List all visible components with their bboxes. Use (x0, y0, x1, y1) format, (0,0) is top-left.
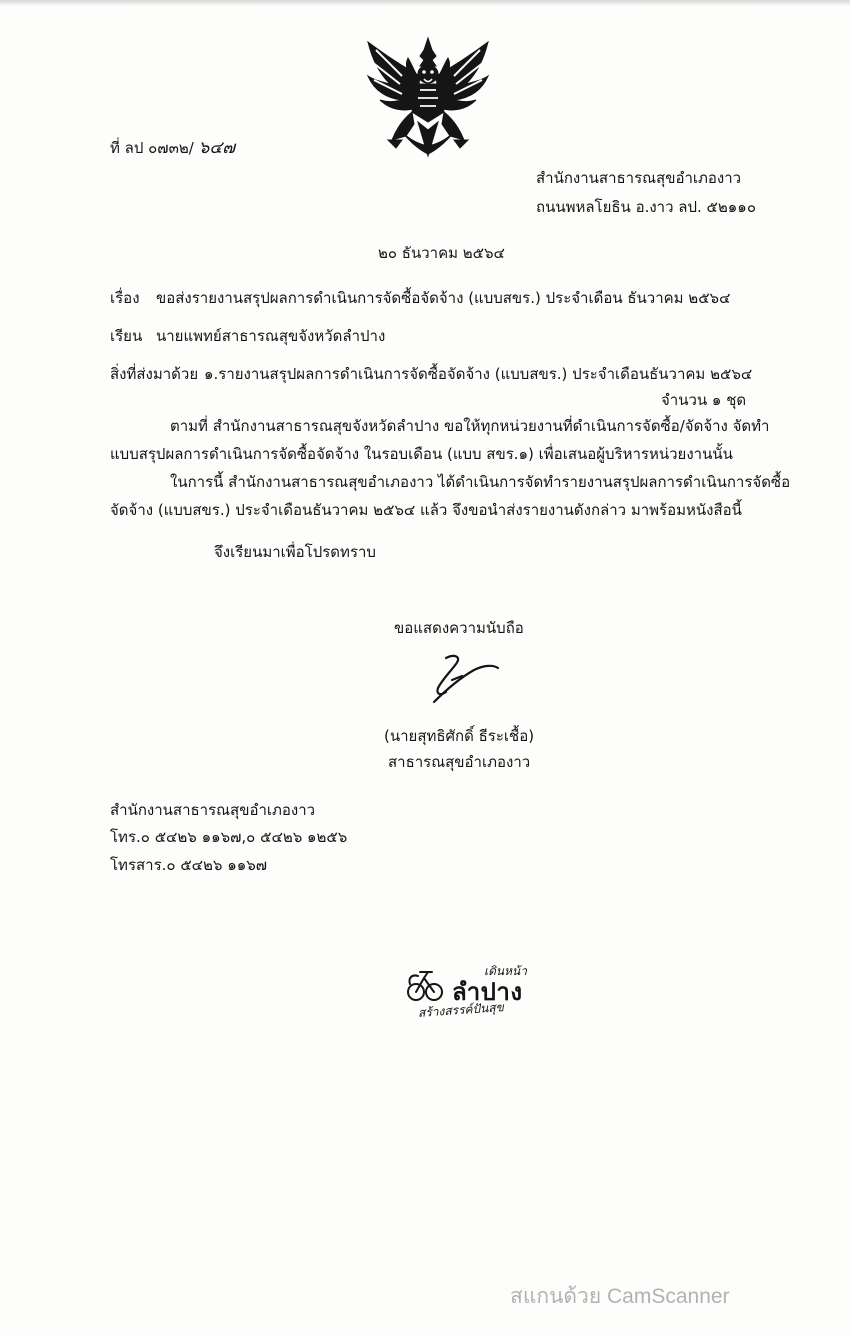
body-line-1: ตามที่ สำนักงานสาธารณสุขจังหวัดลำปาง ขอให้ทุกหน่วยงานที่ดำเนินการจัดซื้อ/จัดจ้าง จัดทำ (170, 417, 770, 435)
camscanner-watermark: สแกนด้วย CamScanner (510, 1285, 730, 1308)
reference-number-printed: ที่ ลป ๐๗๓๒/ (110, 139, 199, 157)
addressee-text: นายแพทย์สาธารณสุขจังหวัดลำปาง (156, 327, 386, 345)
body-line-2: แบบสรุปผลการดำเนินการจัดซื้อจัดจ้าง ในรอบเดือน (แบบ สขร.๑) เพื่อเสนอผู้บริหารหน่วยงานนั้น (110, 445, 733, 463)
closing-request: จึงเรียนมาเพื่อโปรดทราบ (214, 543, 376, 561)
sender-office: สำนักงานสาธารณสุขอำเภองาว (536, 169, 742, 187)
enclosure-label: สิ่งที่ส่งมาด้วย (110, 365, 199, 383)
subject-label: เรื่อง (110, 289, 140, 307)
sender-address: ถนนพหลโยธิน อ.งาว ลป. ๕๒๑๑๐ (536, 198, 756, 216)
signer-title: สาธารณสุขอำเภองาว (388, 753, 531, 771)
scan-edge (0, 0, 850, 6)
complimentary-closing: ขอแสดงความนับถือ (394, 619, 524, 637)
footer-telephone: โทร.๐ ๕๔๒๖ ๑๑๖๗,๐ ๕๔๒๖ ๑๒๕๖ (110, 828, 348, 846)
enclosure-text: ๑.รายงานสรุปผลการดำเนินการจัดซื้อจัดจ้าง (แบบสขร.) ประจำเดือนธันวาคม ๒๕๖๔ (204, 365, 753, 383)
footer-office: สำนักงานสาธารณสุขอำเภองาว (110, 801, 316, 819)
enclosure-quantity: จำนวน ๑ ชุด (661, 391, 747, 409)
reference-number (110, 138, 235, 158)
addressee-label: เรียน (110, 327, 143, 345)
subject-text: ขอส่งรายงานสรุปผลการดำเนินการจัดซื้อจัดจ้าง (แบบสขร.) ประจำเดือน ธันวาคม ๒๕๖๔ (156, 289, 731, 307)
reference-number-handwritten: ๖๔๗ (198, 138, 235, 158)
campaign-slogan-bottom: สร้างสรรค์ปันสุข (417, 1000, 505, 1020)
body-line-3: ในการนี้ สำนักงานสาธารณสุขอำเภองาว ได้ดำเนินการจัดทำรายงานสรุปผลการดำเนินการจัดซื้อ (170, 473, 791, 491)
footer-fax: โทรสาร.๐ ๕๔๒๖ ๑๑๖๗ (110, 856, 268, 874)
body-line-4: จัดจ้าง (แบบสขร.) ประจำเดือนธันวาคม ๒๕๖๔ แล้ว จึงขอนำส่งรายงานดังกล่าว มาพร้อมหนังสือนี้ (110, 501, 742, 519)
garuda-emblem-icon (362, 36, 494, 160)
handwritten-signature-icon (416, 650, 500, 708)
letter-date: ๒๐ ธันวาคม ๒๕๖๔ (378, 244, 505, 262)
campaign-name: ลำปาง (452, 978, 523, 1006)
campaign-slogan-top: เดินหน้า (484, 964, 527, 978)
signer-name: (นายสุทธิศักดิ์ ธีระเชื้อ) (384, 727, 535, 745)
